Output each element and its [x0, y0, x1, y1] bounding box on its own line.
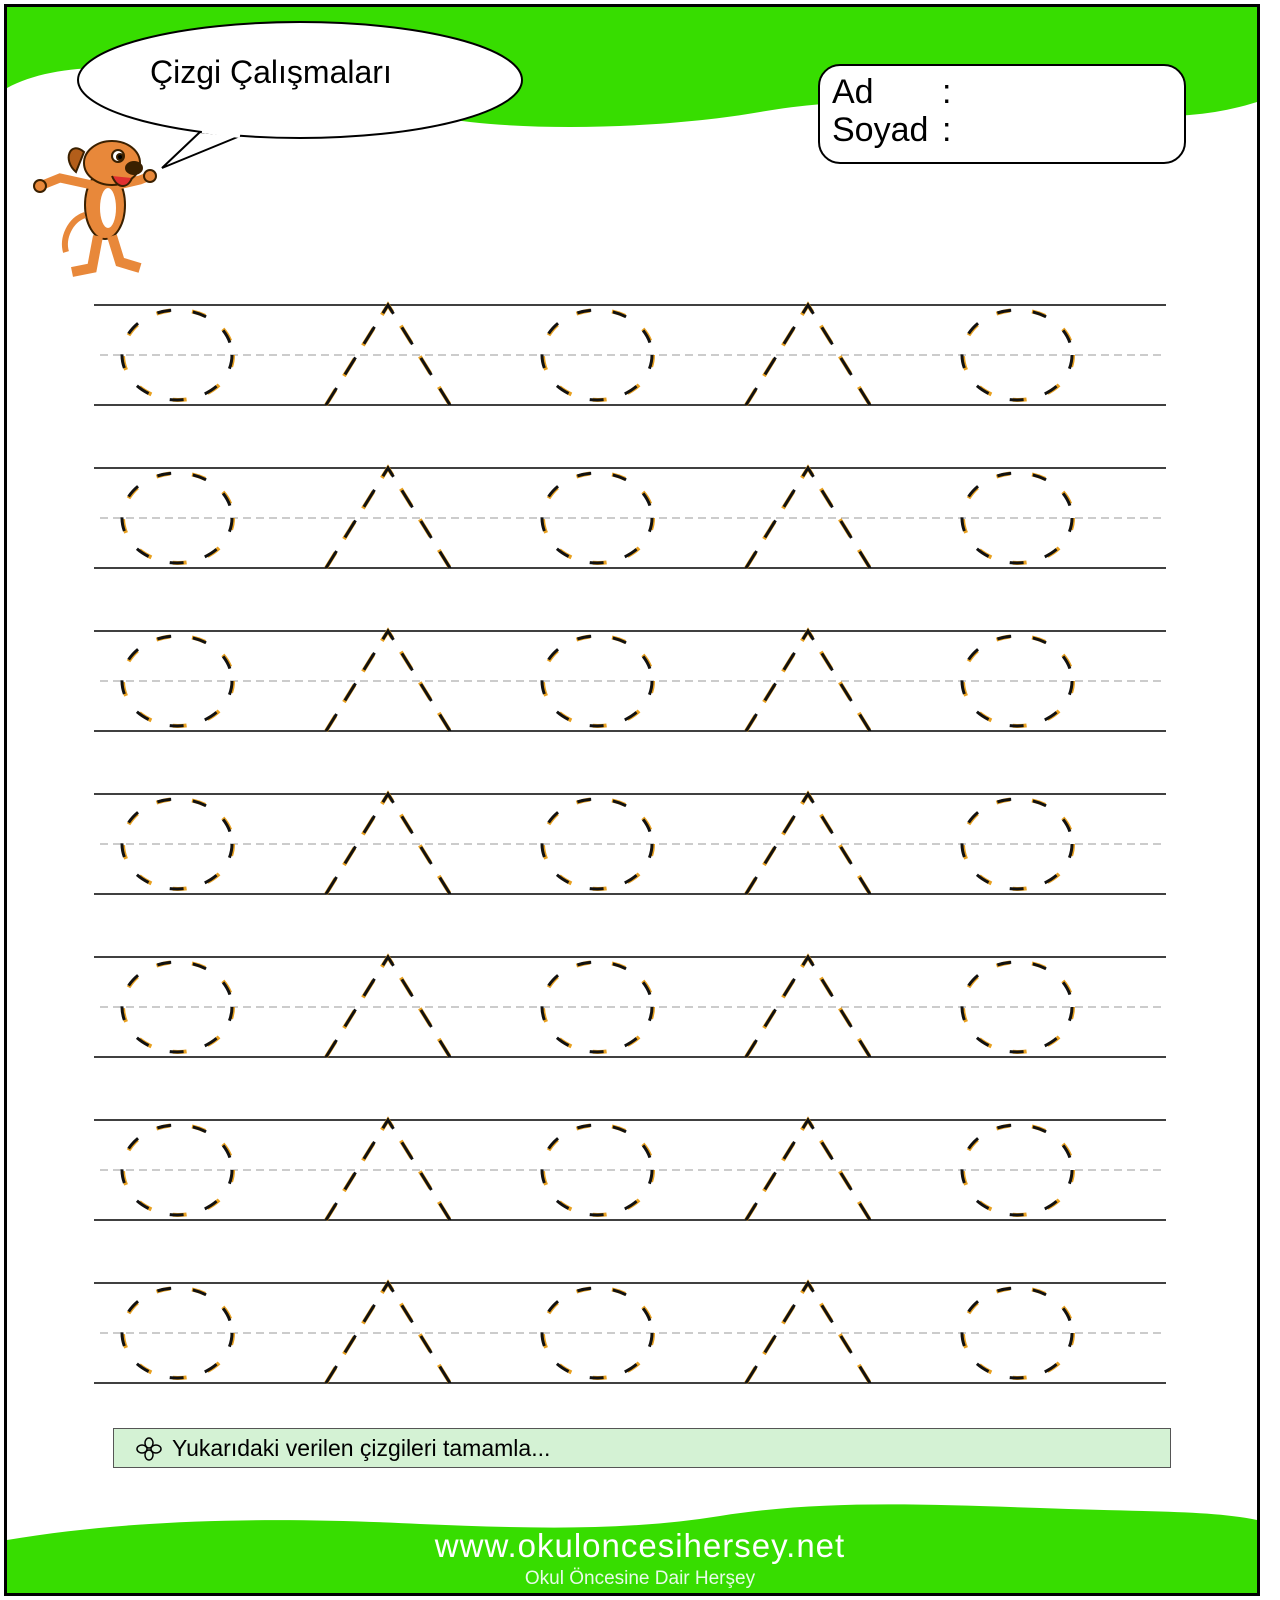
instruction-bar: [113, 1428, 1171, 1468]
dashed-circle: [122, 473, 232, 563]
footer-subtitle: Okul Öncesine Dair Herşey: [524, 1568, 756, 1589]
dashed-circle: [122, 799, 232, 889]
soyad-colon: :: [942, 111, 952, 149]
page-title: Çizgi Çalışmaları: [150, 54, 392, 90]
dashed-circle: [122, 636, 232, 726]
dashed-circle: [122, 310, 232, 400]
footer-url: www.okuloncesihersey.net: [434, 1527, 846, 1564]
dashed-circle: [122, 962, 232, 1052]
instruction-text: Yukarıdaki verilen çizgileri tamamla...: [172, 1435, 551, 1461]
ad-colon: :: [942, 73, 952, 111]
dashed-circle: [122, 1125, 232, 1215]
clover-icon: [136, 1437, 162, 1461]
dashed-circle: [122, 1288, 232, 1378]
soyad-label: Soyad: [832, 111, 929, 149]
ad-label: Ad: [832, 73, 874, 111]
